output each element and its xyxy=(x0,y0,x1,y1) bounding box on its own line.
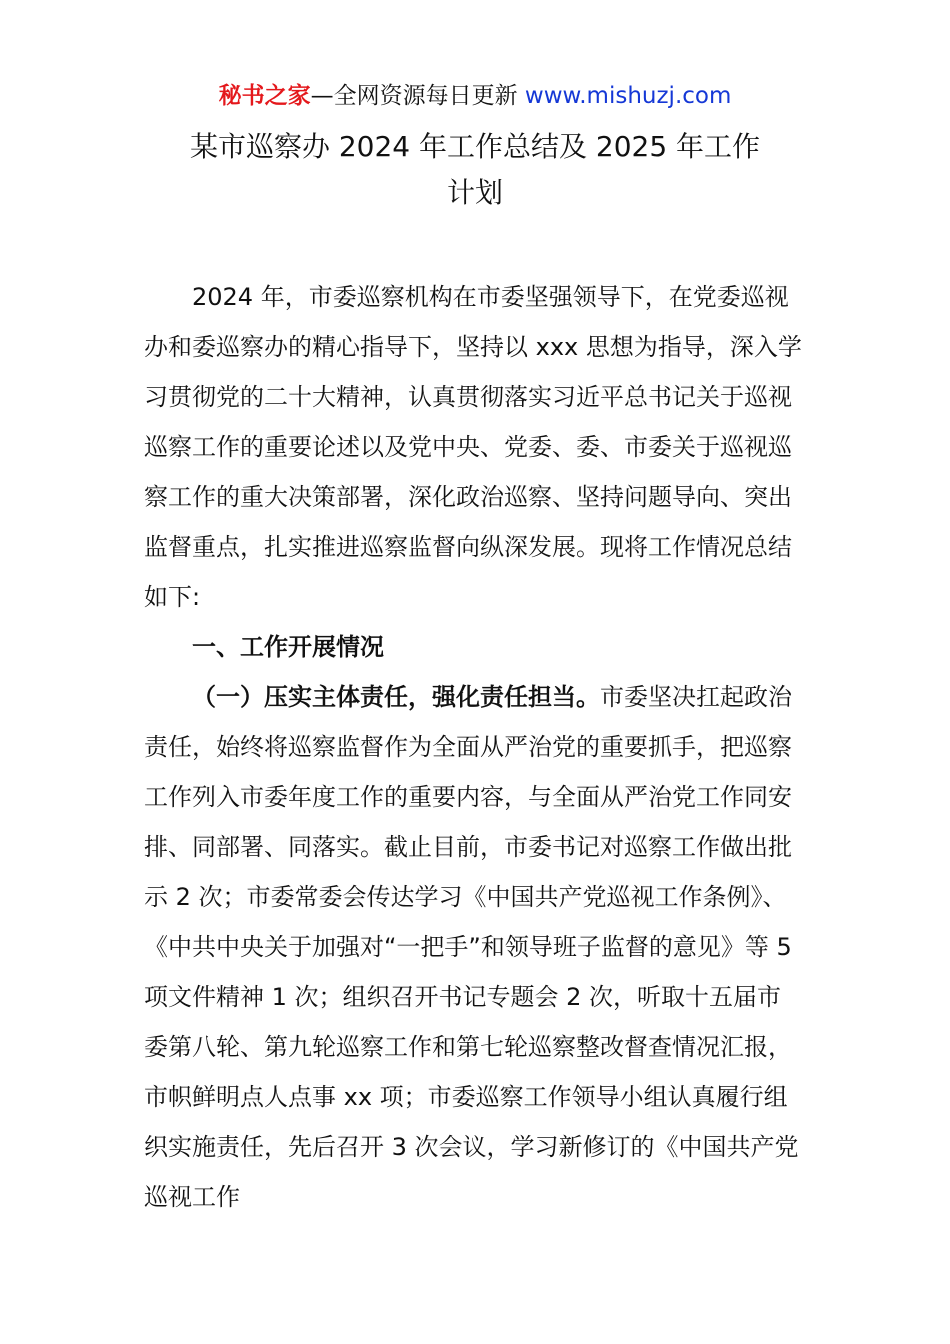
section-heading-1: 一、工作开展情况 xyxy=(192,633,384,661)
site-url-link[interactable]: www.mishuzj.com xyxy=(524,83,732,109)
site-header xyxy=(0,80,950,112)
subsection-text-1: 市委坚决扛起政治责任，始终将巡察监督作为全面从严治党的重要抓手，把巡察工作列入市委年度工作的重要内容，与全面从严治党工作同安排、同部署、同落实。截止目前，市委书记对巡察工作做出批示 2 次；市委常委会传达学习《中国共产党巡视工作条例》、《中共中央关于加强对“一把手”和领导班子监督的意见》等 5 项文件精神 1 次；组织召开书记专题会 2 次，听取十五届市委第八轮、第九轮巡察工作和第七轮巡察整改督查情况汇报，市帜鲜明点人点事 xx 项；市委巡察工作领导小组认真履行组织实施责任，先后召开 3 次会议，学习新修订的《中国共产党巡视工作 xyxy=(144,683,799,1211)
header-slogan: —全网资源每日更新 xyxy=(310,83,525,109)
title-line-1: 某市巡察办 2024 年工作总结及 2025 年工作 xyxy=(189,130,761,163)
subsection-paragraph-1 xyxy=(144,672,804,1222)
intro-paragraph: 2024 年，市委巡察机构在市委坚强领导下，在党委巡视办和委巡察办的精心指导下，坚持以 xxx 思想为指导，深入学习贯彻党的二十大精神，认真贯彻落实习近平总书记关于巡视巡察工作的重要论述以及党中央、党委、委、市委关于巡视巡察工作的重大决策部署，深化政治巡察、坚持问题导向、突出监督重点，扎实推进巡察监督向纵深发展。现将工作情况总结如下: xyxy=(144,283,802,611)
document-body xyxy=(144,272,804,1222)
document-title xyxy=(150,124,800,216)
subsection-heading-1: （一）压实主体责任，强化责任担当。 xyxy=(192,683,600,711)
brand-name: 秘书之家 xyxy=(218,83,311,109)
title-line-2: 计划 xyxy=(446,176,503,209)
